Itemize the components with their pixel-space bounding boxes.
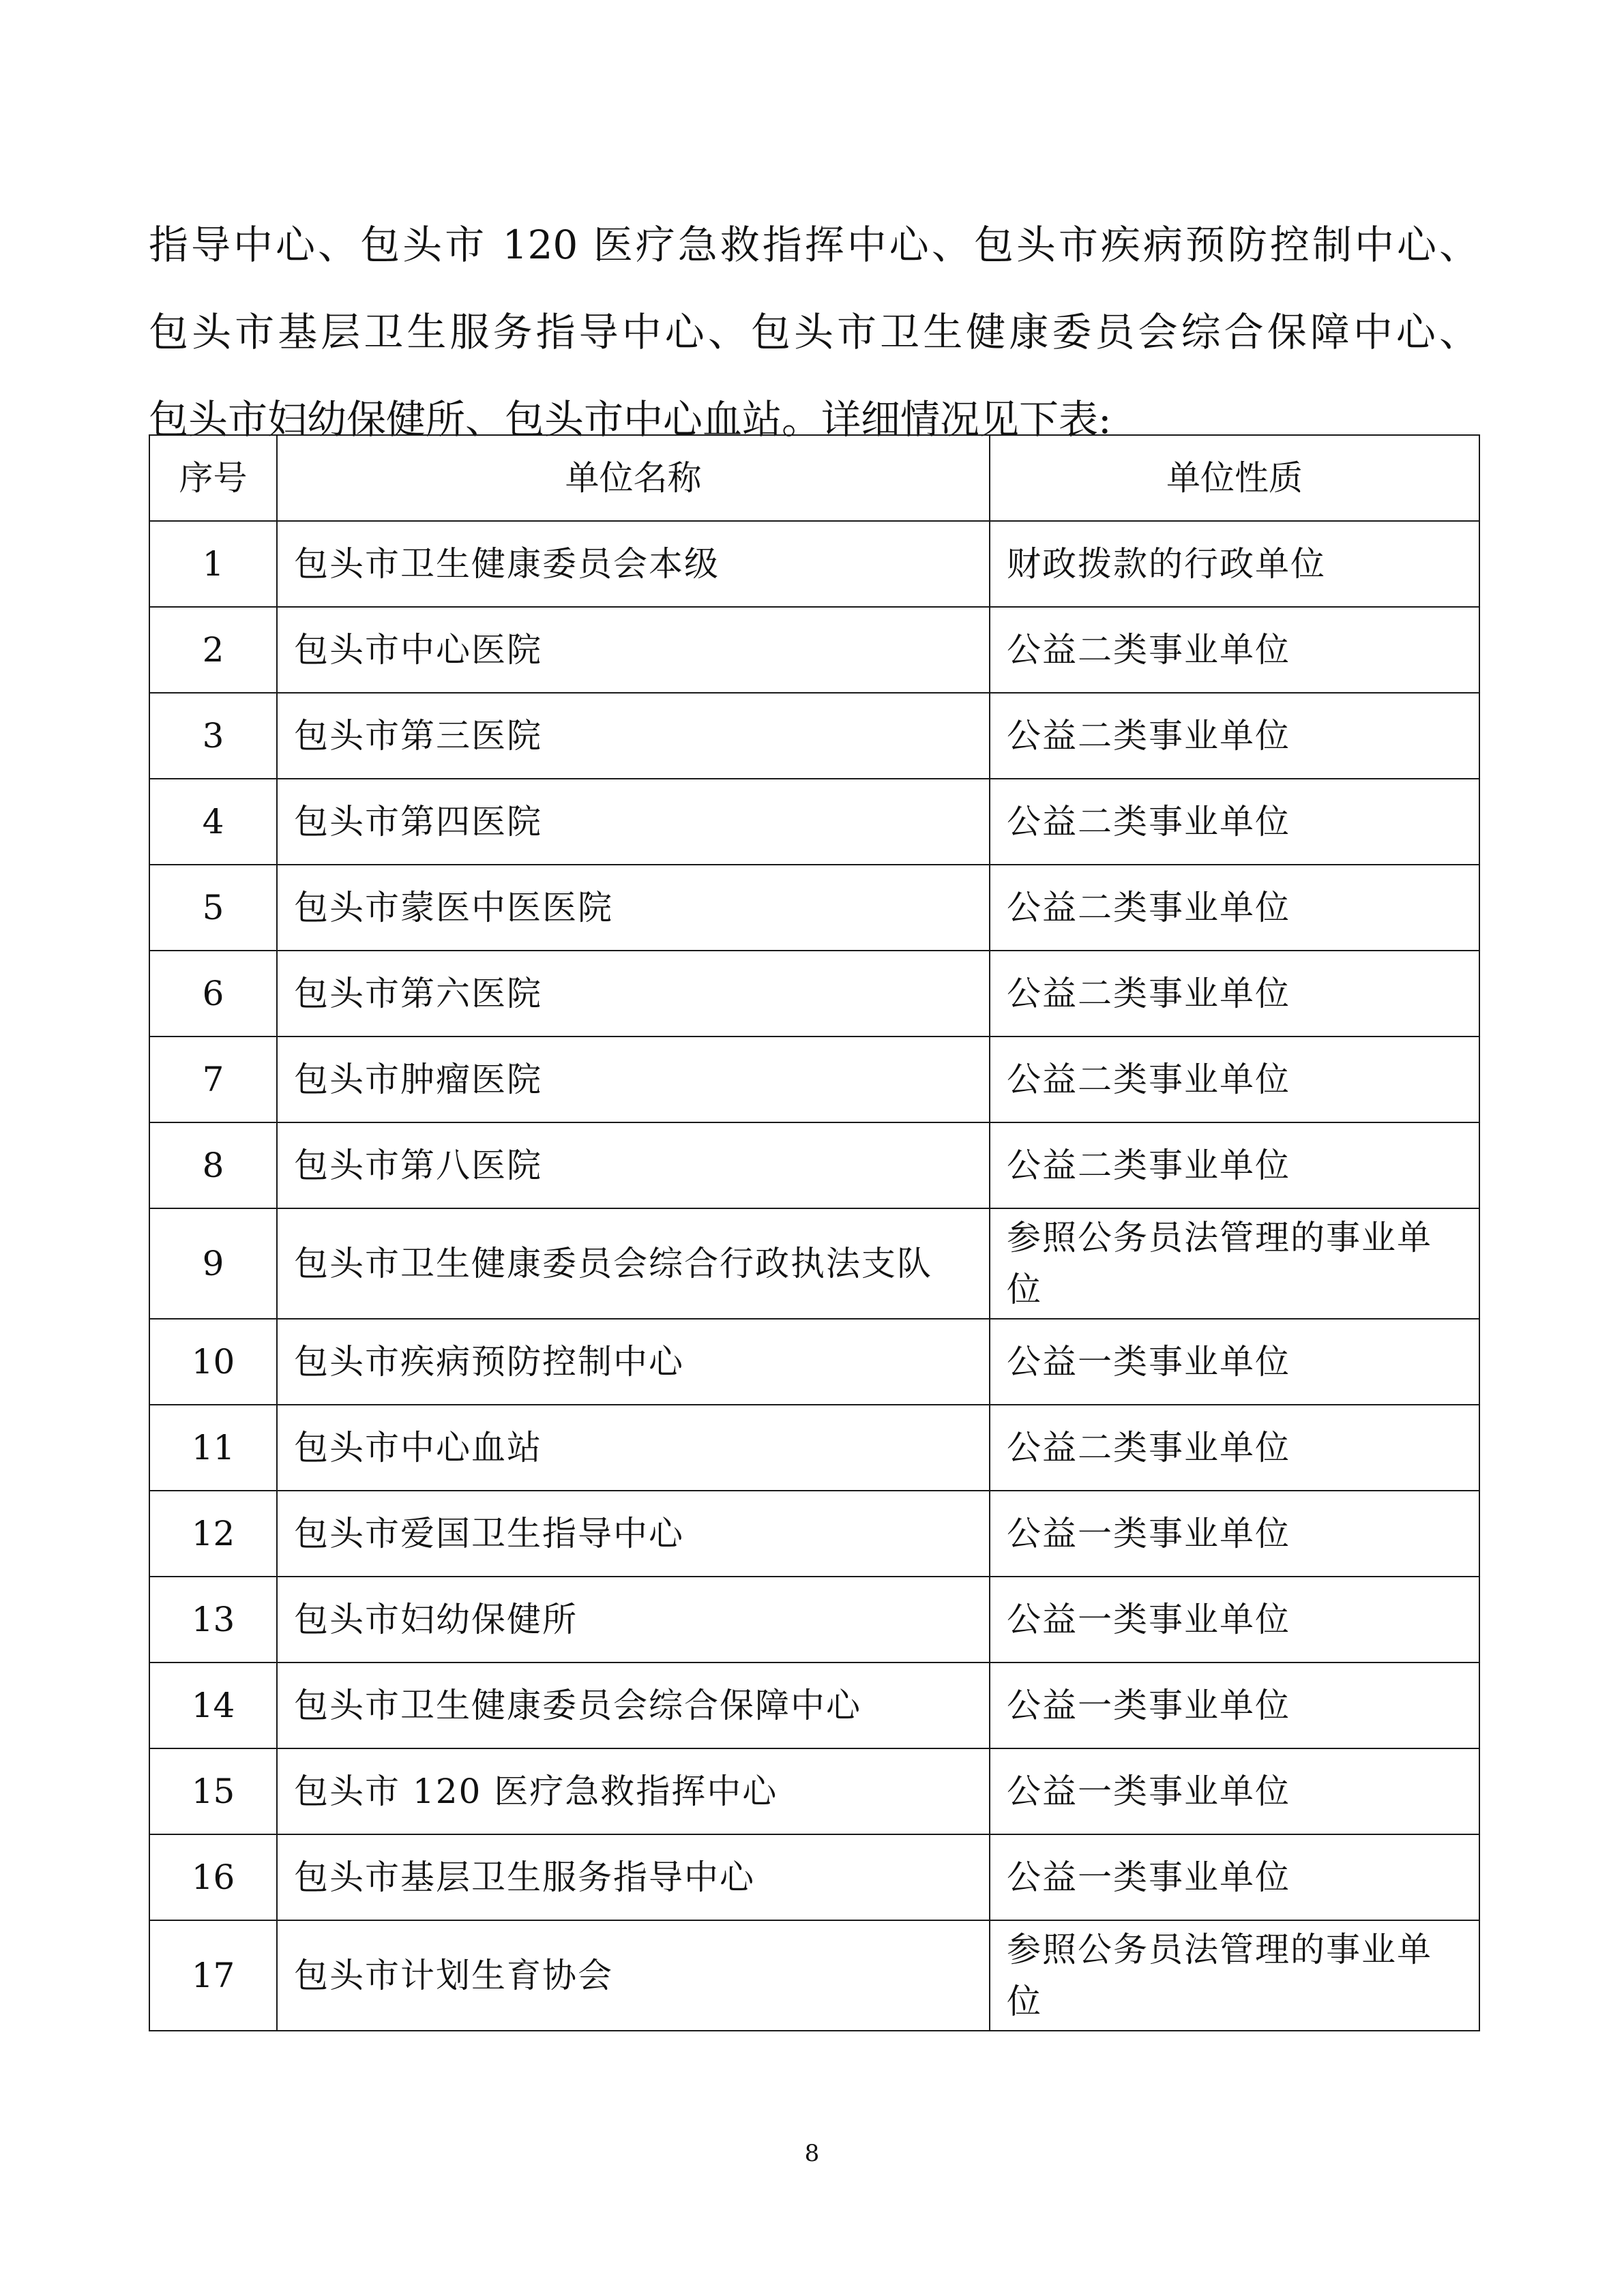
row-number: 14 — [149, 1663, 277, 1748]
row-number: 7 — [149, 1037, 277, 1122]
row-number: 4 — [149, 779, 277, 865]
row-number: 12 — [149, 1491, 277, 1577]
unit-nature: 公益一类事业单位 — [990, 1491, 1479, 1577]
unit-nature: 公益二类事业单位 — [990, 951, 1479, 1037]
unit-nature: 财政拨款的行政单位 — [990, 521, 1479, 607]
unit-name: 包头市中心血站 — [277, 1405, 990, 1491]
unit-name: 包头市爱国卫生指导中心 — [277, 1491, 990, 1577]
unit-nature: 公益一类事业单位 — [990, 1834, 1479, 1920]
table-header-row — [149, 435, 1479, 521]
intro-line: 包头市基层卫生服务指导中心、包头市卫生健康委员会综合保障中心、 — [149, 309, 1479, 355]
row-number: 13 — [149, 1577, 277, 1663]
unit-nature: 公益二类事业单位 — [990, 865, 1479, 951]
intro-paragraph — [149, 201, 1479, 463]
unit-name: 包头市第六医院 — [277, 951, 990, 1037]
table-row — [149, 1834, 1479, 1920]
unit-nature: 公益一类事业单位 — [990, 1663, 1479, 1748]
unit-nature: 公益一类事业单位 — [990, 1319, 1479, 1405]
unit-nature: 公益二类事业单位 — [990, 1122, 1479, 1208]
row-number: 11 — [149, 1405, 277, 1491]
table-row — [149, 1920, 1479, 2031]
unit-name: 包头市基层卫生服务指导中心 — [277, 1834, 990, 1920]
row-number: 15 — [149, 1748, 277, 1834]
unit-name: 包头市卫生健康委员会本级 — [277, 521, 990, 607]
unit-nature: 公益二类事业单位 — [990, 779, 1479, 865]
unit-name: 包头市妇幼保健所 — [277, 1577, 990, 1663]
table-row — [149, 607, 1479, 693]
unit-name: 包头市第四医院 — [277, 779, 990, 865]
unit-name: 包头市疾病预防控制中心 — [277, 1319, 990, 1405]
table-row — [149, 693, 1479, 779]
unit-nature: 公益一类事业单位 — [990, 1577, 1479, 1663]
row-number: 2 — [149, 607, 277, 693]
units-table — [149, 434, 1480, 2031]
table-row — [149, 1122, 1479, 1208]
unit-name: 包头市计划生育协会 — [277, 1920, 990, 2031]
row-number: 10 — [149, 1319, 277, 1405]
unit-name: 包头市第三医院 — [277, 693, 990, 779]
unit-nature: 参照公务员法管理的事业单位 — [990, 1208, 1479, 1319]
table-row — [149, 1748, 1479, 1834]
table-row — [149, 1037, 1479, 1122]
unit-nature: 公益一类事业单位 — [990, 1748, 1479, 1834]
unit-nature: 公益二类事业单位 — [990, 1405, 1479, 1491]
table-row — [149, 1491, 1479, 1577]
row-number: 3 — [149, 693, 277, 779]
row-number: 8 — [149, 1122, 277, 1208]
table-row — [149, 1405, 1479, 1491]
header-no: 序号 — [149, 435, 277, 521]
table-row — [149, 1208, 1479, 1319]
table-row — [149, 1663, 1479, 1748]
unit-nature: 公益二类事业单位 — [990, 607, 1479, 693]
table-row — [149, 779, 1479, 865]
row-number: 9 — [149, 1208, 277, 1319]
unit-name: 包头市蒙医中医医院 — [277, 865, 990, 951]
unit-nature: 公益二类事业单位 — [990, 693, 1479, 779]
table-row — [149, 951, 1479, 1037]
unit-nature: 参照公务员法管理的事业单位 — [990, 1920, 1479, 2031]
header-unit-name: 单位名称 — [277, 435, 990, 521]
row-number: 17 — [149, 1920, 277, 2031]
row-number: 1 — [149, 521, 277, 607]
row-number: 16 — [149, 1834, 277, 1920]
unit-name: 包头市 120 医疗急救指挥中心 — [277, 1748, 990, 1834]
row-number: 6 — [149, 951, 277, 1037]
unit-name: 包头市卫生健康委员会综合保障中心 — [277, 1663, 990, 1748]
intro-line: 包头市妇幼保健所、包头市中心血站。详细情况见下表: — [149, 396, 1112, 443]
page-number: 8 — [804, 2140, 820, 2167]
table-row — [149, 1577, 1479, 1663]
unit-name: 包头市第八医院 — [277, 1122, 990, 1208]
unit-name: 包头市肿瘤医院 — [277, 1037, 990, 1122]
table-row — [149, 521, 1479, 607]
intro-line: 指导中心、包头市 120 医疗急救指挥中心、包头市疾病预防控制中心、 — [149, 222, 1479, 268]
header-unit-nature: 单位性质 — [990, 435, 1479, 521]
row-number: 5 — [149, 865, 277, 951]
table-row — [149, 1319, 1479, 1405]
unit-name: 包头市卫生健康委员会综合行政执法支队 — [277, 1208, 990, 1319]
table-row — [149, 865, 1479, 951]
unit-nature: 公益二类事业单位 — [990, 1037, 1479, 1122]
unit-name: 包头市中心医院 — [277, 607, 990, 693]
